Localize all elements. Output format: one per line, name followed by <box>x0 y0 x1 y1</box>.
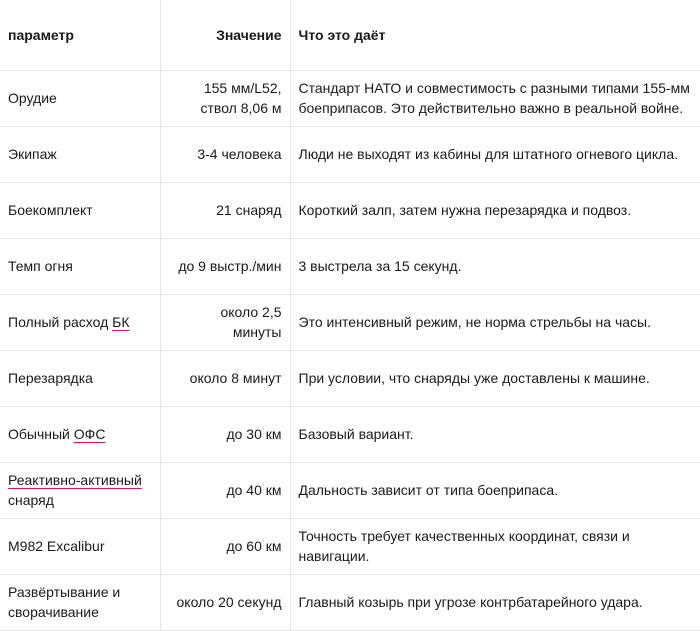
header-value: Значение <box>160 0 290 70</box>
effect-cell: Короткий залп, затем нужна перезарядка и подвоз. <box>290 182 700 238</box>
param-cell <box>0 406 160 462</box>
table-row <box>0 294 700 350</box>
header-effect: Что это даёт <box>290 0 700 70</box>
effect-cell: Главный козырь при угрозе контрбатарейного удара. <box>290 574 700 630</box>
value-cell: 21 снаряд <box>160 182 290 238</box>
effect-cell: Это интенсивный режим, не норма стрельбы на часы. <box>290 294 700 350</box>
value-cell: 3-4 человека <box>160 126 290 182</box>
value-cell <box>160 294 290 350</box>
glossary-link-rap[interactable]: Реактивно-активный <box>8 472 142 488</box>
param-line: сворачивание <box>8 604 99 620</box>
value-line: минуты <box>232 324 282 340</box>
effect-cell: Базовый вариант. <box>290 406 700 462</box>
glossary-link-bk[interactable]: БК <box>112 314 130 330</box>
param-cell: Экипаж <box>0 126 160 182</box>
param-cell <box>0 574 160 630</box>
value-cell: до 30 км <box>160 406 290 462</box>
value-cell: до 40 км <box>160 462 290 518</box>
value-cell <box>160 70 290 126</box>
table-row <box>0 238 700 294</box>
param-cell <box>0 462 160 518</box>
value-line: ствол 8,06 м <box>200 100 282 116</box>
param-cell: Боекомплект <box>0 182 160 238</box>
table-row <box>0 126 700 182</box>
param-text: снаряд <box>8 492 54 508</box>
value-cell: около 20 секунд <box>160 574 290 630</box>
param-cell: Темп огня <box>0 238 160 294</box>
effect-cell: При условии, что снаряды уже доставлены к машине. <box>290 350 700 406</box>
effect-cell: Стандарт НАТО и совместимость с разными типами 155-мм боеприпасов. Это действительно важно в реальной войне. <box>290 70 700 126</box>
param-cell <box>0 294 160 350</box>
value-line: 155 мм/L52, <box>203 80 282 96</box>
param-text: Полный расход <box>8 314 113 330</box>
param-line: Развёртывание и <box>8 584 121 600</box>
param-cell: M982 Excalibur <box>0 518 160 574</box>
table-row <box>0 462 700 518</box>
table-row <box>0 574 700 630</box>
effect-cell: 3 выстрела за 15 секунд. <box>290 238 700 294</box>
header-row <box>0 0 700 70</box>
param-cell: Перезарядка <box>0 350 160 406</box>
table-row <box>0 518 700 574</box>
header-param: параметр <box>0 0 160 70</box>
table-row <box>0 350 700 406</box>
value-cell: до 60 км <box>160 518 290 574</box>
value-cell: до 9 выстр./мин <box>160 238 290 294</box>
param-cell: Орудие <box>0 70 160 126</box>
table-row <box>0 182 700 238</box>
glossary-link-ofs[interactable]: ОФС <box>73 426 106 442</box>
effect-cell: Люди не выходят из кабины для штатного огневого цикла. <box>290 126 700 182</box>
table-row <box>0 70 700 126</box>
value-cell: около 8 минут <box>160 350 290 406</box>
param-text: Обычный <box>8 426 74 442</box>
effect-cell: Дальность зависит от типа боеприпаса. <box>290 462 700 518</box>
table-row <box>0 406 700 462</box>
effect-cell: Точность требует качественных координат, связи и навигации. <box>290 518 700 574</box>
value-line: около 2,5 <box>220 304 282 320</box>
